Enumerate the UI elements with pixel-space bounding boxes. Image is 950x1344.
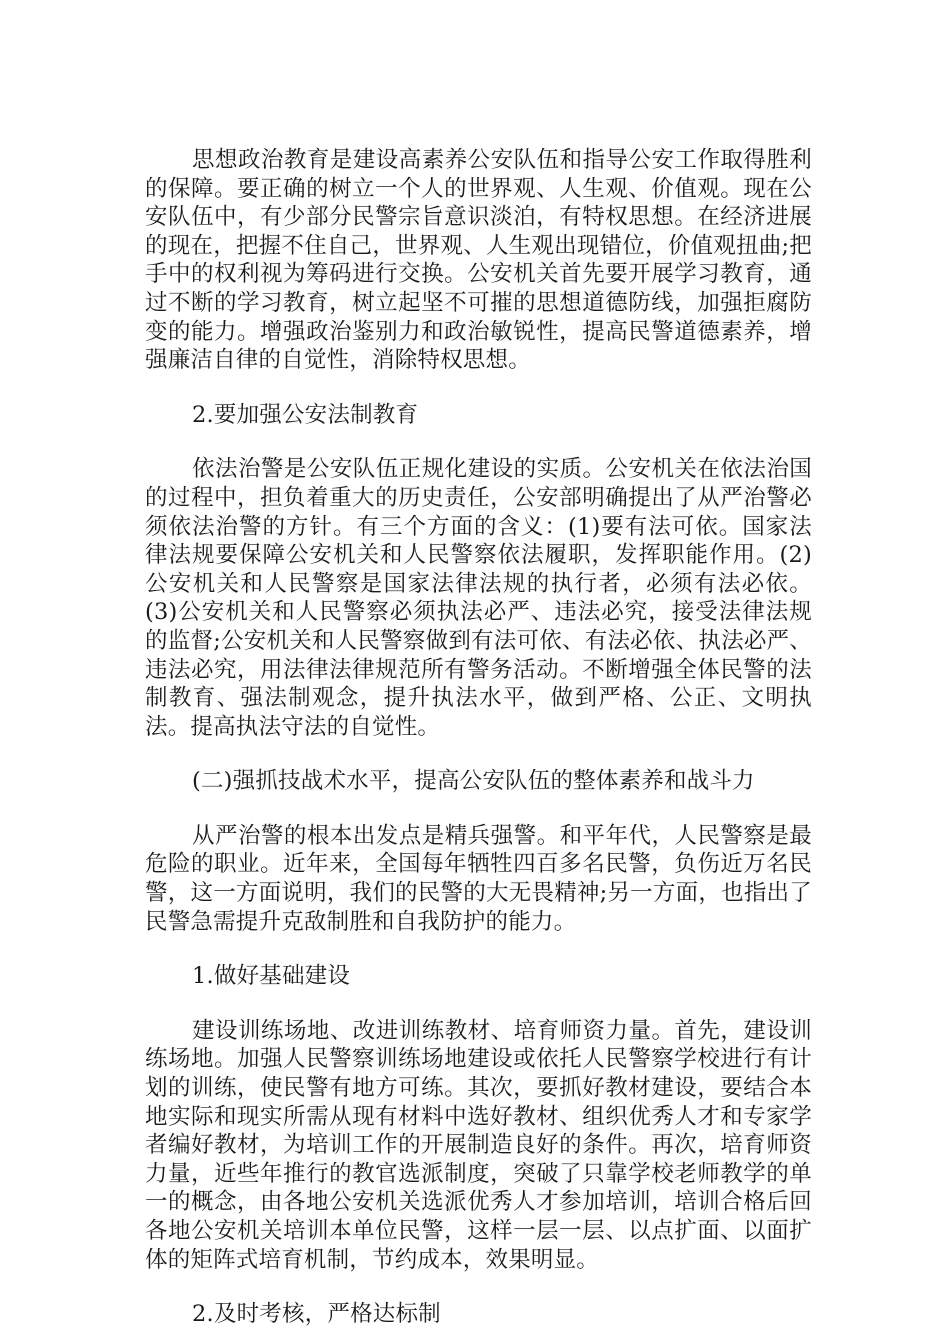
paragraph-rule-of-law: 依法治警是公安队伍正规化建设的实质。公安机关在依法治国的过程中，担负着重大的历史责任，公安部明确提出了从严治警必须依法治警的方针。有三个方面的含义：(1)要有法可依。国家法律法规要保障公安机关和人民警察依法履职，发挥职能作用。(2)公安机关和人民警察是国家法律法规的执行者，必须有法必依。(3)公安机关和人民警察必须执法必严、违法必究，接受法律法规的监督;公安机关和人民警察做到有法可依、有法必依、执法必严、违法必究，用法律法律规范所有警务活动。不断增强全体民警的法制教育、强法制观念，提升执法水平，做到严格、公正、文明执法。提高执法守法的自觉性。 (145, 456, 812, 740)
spacer (145, 936, 812, 962)
heading-tactics: (二)强抓技战术水平，提高公安队伍的整体素养和战斗力 (192, 768, 755, 795)
document-body (145, 146, 812, 1329)
paragraph-political-education: 思想政治教育是建设高素养公安队伍和指导公安工作取得胜利的保障。要正确的树立一个人的世界观、人生观、价值观。现在公安队伍中，有少部分民警宗旨意识淡泊，有特权思想。在经济进展的现在，把握不住自己，世界观、人生观出现错位，价值观扭曲;把手中的权利视为筹码进行交换。公安机关首先要开展学习教育，通过不断的学习教育，树立起坚不可摧的思想道德防线，加强拒腐防变的能力。增强政治鉴别力和政治敏锐性，提高民警道德素养，增强廉洁自律的自觉性，消除特权思想。 (145, 147, 812, 374)
spacer (145, 1274, 812, 1300)
spacer (145, 991, 812, 1017)
spacer (145, 741, 812, 767)
heading-legal-education: 2.要加强公安法制教育 (192, 401, 419, 428)
heading-assessment: 2.及时考核，严格达标制 (192, 1301, 441, 1328)
paragraph-training: 建设训练场地、改进训练教材、培育师资力量。首先，建设训练场地。加强人民警察训练场地建设或依托人民警察学校进行有计划的训练，使民警有地方可练。其次，要抓好教材建设，要结合本地实际和现实所需从现有材料中选好教材、组织优秀人才和专家学者编好教材，为培训工作的开展制造良好的条件。再次，培育师资力量，近些年推行的教官选派制度，突破了只靠学校老师教学的单一的概念，由各地公安机关选派优秀人才参加培训，培训合格后回各地公安机关培训本单位民警，这样一层一层、以点扩面、以面扩体的矩阵式培育机制，节约成本，效果明显。 (145, 1017, 812, 1273)
spacer (145, 796, 812, 822)
heading-infrastructure: 1.做好基础建设 (192, 963, 351, 990)
spacer (145, 375, 812, 401)
paragraph-strict-discipline: 从严治警的根本出发点是精兵强警。和平年代，人民警察是最危险的职业。近年来，全国每年牺牲四百多名民警，负伤近万名民警，这一方面说明，我们的民警的大无畏精神;另一方面，也指出了民警急需提升克敌制胜和自我防护的能力。 (145, 822, 812, 935)
spacer (145, 429, 812, 455)
